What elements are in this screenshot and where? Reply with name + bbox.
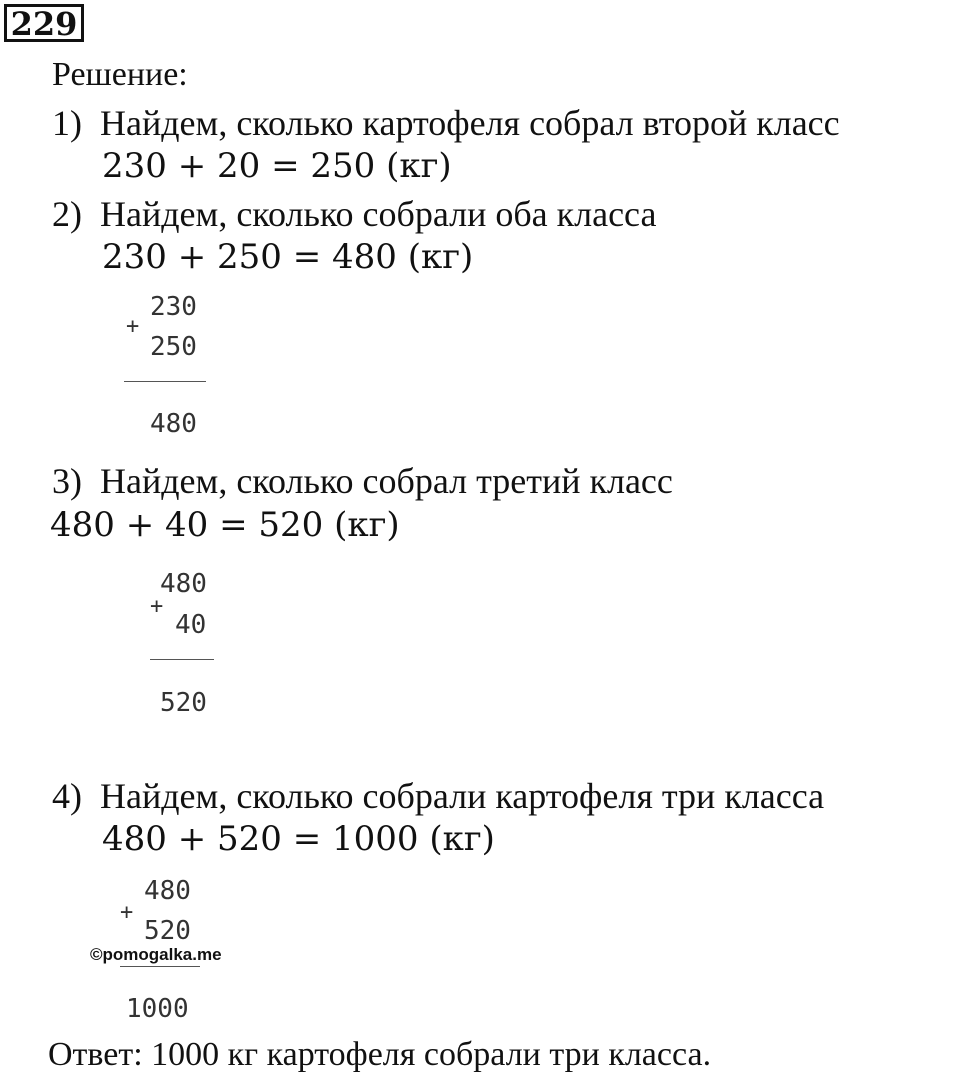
step-2-text: Найдем, сколько собрали оба класса: [100, 194, 657, 234]
step-1-text: Найдем, сколько картофеля собрал второй класс: [100, 103, 840, 143]
step-4-column-result: 1000: [126, 994, 189, 1024]
step-4-column-plus-sign: +: [120, 900, 134, 925]
watermark: ©pomogalka.me: [90, 945, 222, 964]
step-3-column-plus-sign: +: [150, 594, 164, 619]
step-2-column-line: [124, 381, 206, 382]
step-2-column-plus-sign: +: [126, 314, 140, 339]
step-3-column-result: 520: [160, 688, 207, 718]
step-4-number: 4): [52, 776, 82, 816]
step-1-equation: 230 + 20 = 250 (кг): [102, 146, 452, 186]
step-2-column-top: 230: [150, 292, 197, 322]
answer-text: Ответ: 1000 кг картофеля собрали три класса.: [48, 1036, 712, 1073]
step-2: [52, 193, 656, 235]
step-3-equation: 480 + 40 = 520 (кг): [50, 505, 400, 545]
step-3-column-top: 480: [160, 569, 207, 599]
step-1: [52, 102, 840, 144]
step-4-column-top: 480: [144, 876, 191, 906]
step-3-text: Найдем, сколько собрал третий класс: [100, 461, 673, 501]
step-4: [52, 775, 824, 817]
step-4-column-bottom: 520: [144, 916, 191, 946]
step-4-text: Найдем, сколько собрали картофеля три класса: [100, 776, 825, 816]
step-2-column-bottom: 250: [150, 332, 197, 362]
step-4-column-line: [120, 966, 200, 967]
step-3-column-bottom: 40: [175, 610, 207, 640]
step-2-equation: 230 + 250 = 480 (кг): [102, 237, 474, 277]
step-3-number: 3): [52, 461, 82, 501]
step-4-equation: 480 + 520 = 1000 (кг): [102, 819, 495, 859]
step-2-number: 2): [52, 194, 82, 234]
step-3: [52, 460, 673, 502]
problem-number-box: 229: [4, 4, 84, 42]
step-2-column-result: 480: [150, 409, 197, 439]
step-3-column-line: [150, 659, 214, 660]
step-1-number: 1): [52, 103, 82, 143]
solution-label: Решение:: [52, 56, 188, 93]
